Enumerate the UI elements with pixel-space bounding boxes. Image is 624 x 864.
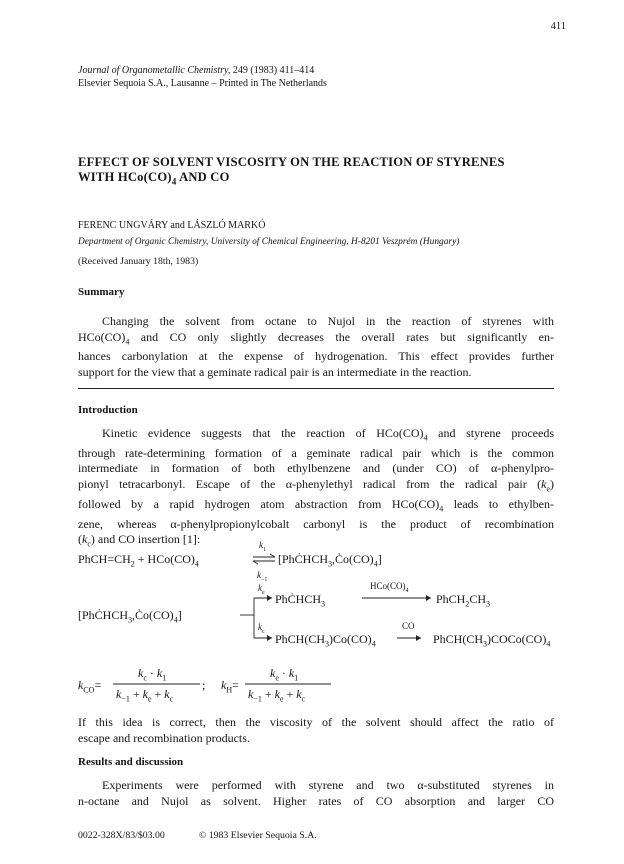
k1-label: $k_1$ (259, 540, 266, 553)
intro-line-4: pionyl tetracarbonyl. Escape of the α-phenylethyl radical from the radical pair $(k_e)$ (78, 476, 554, 494)
recombination-arrow-head (267, 635, 272, 641)
summary-line-3: hances carbonylation at the expense of hydrogenation. This effect provides further (78, 349, 554, 364)
kco-numerator: $k_c \cdot k_1$ (138, 666, 167, 683)
intro-line-5: followed by a rapid hydrogen atom abstraction from $HCo(CO)_4$ leads to ethylben- (78, 496, 554, 514)
k-minus1-label: $k_{-1}$ (257, 570, 268, 583)
intro-line-3: intermediate in formation of both ethylbenzene and (under CO) of α-phenylpro- (78, 461, 554, 476)
summary-heading: Summary (78, 286, 125, 298)
equation-1-reactants: $PhCH=CH_2 + HCo(CO)_4$ (78, 552, 199, 569)
rate-separator: ; (202, 678, 206, 692)
ethylbenzene: $PhCH_2CH_3$ (436, 592, 491, 609)
kc-label: $k_c$ (258, 622, 265, 635)
acylcobalt-product: $PhCH(CH_3)COCo(CO)_4$ (433, 632, 551, 649)
alkylcobalt-product: $PhCH(CH_3)Co(CO)_4$ (275, 632, 376, 649)
results-line-2: n-octane and Nujol as solvent. Higher rates of CO absorption and larger CO (78, 793, 554, 808)
kh-numerator: $k_e \cdot k_1$ (270, 666, 299, 683)
kh-denominator: $k_{-1} + k_e + k_c$ (248, 687, 306, 704)
issn-price: 0022-328X/83/$03.00 (78, 830, 165, 841)
title-line-1: EFFECT OF SOLVENT VISCOSITY ON THE REACTION OF STYRENES (78, 155, 505, 169)
hco-reagent-label: $HCo(CO)_4$ (370, 581, 409, 594)
viscosity-line-2: escape and recombination products. (78, 730, 250, 745)
results-line-1: Experiments were performed with styrene and two α-substituted styrenes in (102, 778, 554, 792)
results-heading: Results and discussion (78, 756, 184, 768)
received-date: (Received January 18th, 1983) (78, 256, 199, 267)
page-number: 411 (550, 21, 566, 32)
summary-line-4: support for the view that a geminate radical pair is an intermediate in the reaction. (78, 364, 472, 379)
results-paragraph (78, 778, 554, 809)
co-insertion-arrow-head (416, 635, 421, 641)
title-line-2: WITH $HCo(CO)_4$ AND CO (78, 170, 230, 187)
co-reagent-label: CO (402, 621, 415, 631)
kh-symbol: $k_H=$ (221, 678, 239, 695)
summary-line-1: Changing the solvent from octane to Nujol in the reaction of styrenes with (102, 314, 554, 328)
authors: FERENC UNGVÁRY and LÁSZLÓ MARKÓ (78, 220, 266, 231)
intro-line-2: through rate-determining formation of a geminate radical pair which is the common (78, 445, 554, 460)
copyright: © 1983 Elsevier Sequoia S.A. (198, 830, 317, 841)
summary-line-2: $HCo(CO)_4$ and CO only slightly decreases the overall rates but significantly en- (78, 329, 554, 346)
intro-line-1: Kinetic evidence suggests that the reaction of $HCo(CO)_4$ and styrene proceeds (102, 426, 554, 443)
phenylethyl-radical: PhĊHCH$_3$ (275, 592, 326, 609)
introduction-heading: Introduction (78, 404, 138, 416)
hydrogenation-arrow-head (426, 595, 431, 601)
ke-label: $k_e$ (258, 583, 265, 596)
radical-pair: $[PhĊHCH_3,Ċo(CO)_4]$ (78, 608, 182, 625)
footer (78, 830, 317, 841)
viscosity-paragraph (78, 715, 554, 746)
journal-name: Journal of Organometallic Chemistry, (78, 65, 231, 76)
equation-1-radical-pair: $[PhĊHCH_3,Ċo(CO)_4]$ (278, 552, 382, 569)
journal-volume: 249 (1983) 411–414 (230, 65, 315, 76)
kco-denominator: $k_{-1} + k_e + k_c$ (116, 687, 174, 704)
viscosity-line-1: If this idea is correct, then the viscosity of the solvent should affect the ratio of (78, 715, 554, 729)
publisher-line: Elsevier Sequoia S.A., Lausanne – Printed in The Netherlands (78, 78, 327, 89)
affiliation: Department of Organic Chemistry, University of Chemical Engineering, H-8201 Veszprém (Hungary) (78, 237, 460, 247)
intro-line-6: zene, whereas α-phenylpropionylcobalt carbonyl is the product of recombination (78, 516, 554, 531)
intro-line-7: $(k_c)$ and CO insertion [1]: (78, 532, 201, 549)
kco-symbol: $k_{CO}=$ (78, 678, 102, 695)
escape-arrow-head (267, 595, 272, 601)
